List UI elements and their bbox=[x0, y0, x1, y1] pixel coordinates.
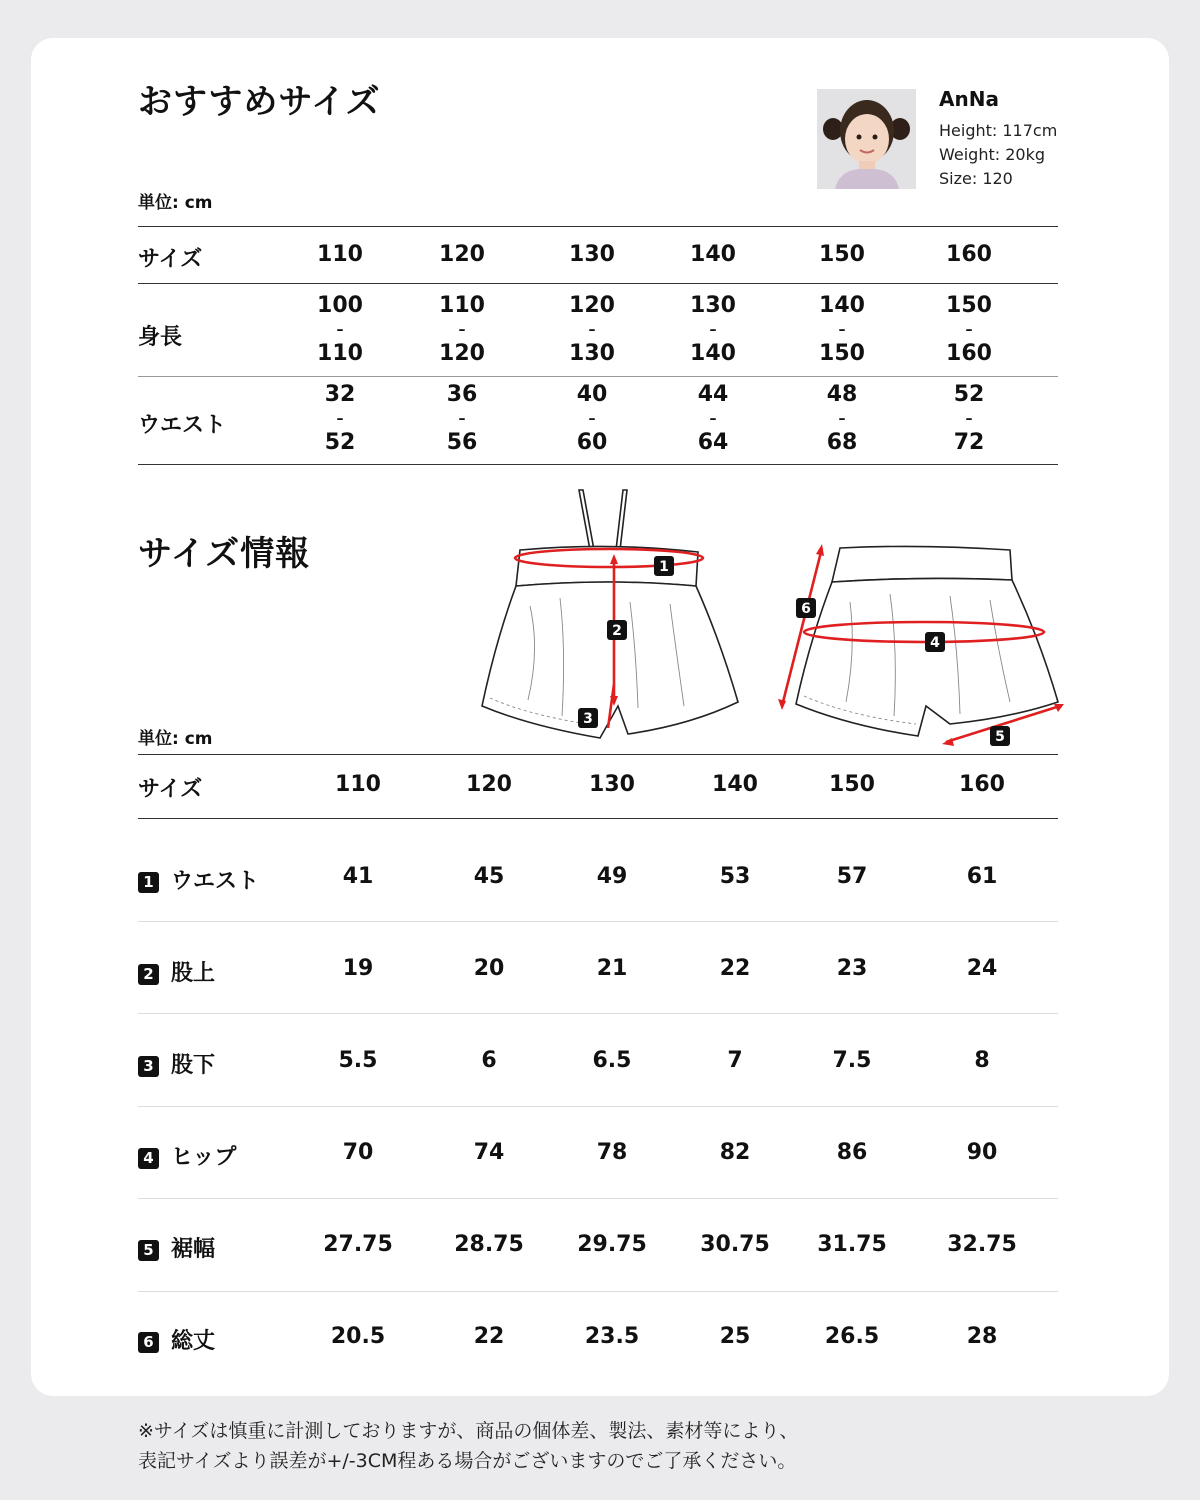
info-row-label-text: 股下 bbox=[171, 1053, 216, 1078]
marker-badge-icon: 4 bbox=[138, 1148, 159, 1169]
recommend-range-cell bbox=[787, 294, 897, 366]
info-value-cell: 41 bbox=[342, 864, 374, 889]
recommend-size-column-header: 110 bbox=[317, 242, 363, 267]
info-value-cell: 32.75 bbox=[947, 1232, 1017, 1257]
svg-text:6: 6 bbox=[801, 601, 811, 617]
info-size-column-header: 130 bbox=[589, 772, 635, 797]
info-value-cell: 6 bbox=[481, 1048, 497, 1073]
info-table-top-rule bbox=[138, 754, 1058, 755]
shorts-diagram bbox=[470, 480, 1070, 750]
range-min: 150 bbox=[946, 293, 992, 318]
marker-5-icon bbox=[990, 726, 1010, 746]
range-min: 52 bbox=[953, 382, 985, 407]
info-size-column-header: 150 bbox=[829, 772, 875, 797]
range-min: 100 bbox=[317, 293, 363, 318]
range-dash: – bbox=[709, 411, 717, 427]
marker-1-icon bbox=[654, 556, 674, 576]
back-waistband bbox=[832, 546, 1012, 582]
recommend-title: おすすめサイズ bbox=[138, 82, 381, 122]
range-max: 60 bbox=[576, 430, 608, 455]
range-max: 120 bbox=[439, 341, 485, 366]
marker-2-icon bbox=[607, 620, 627, 640]
range-dash: – bbox=[838, 411, 846, 427]
model-weight: Weight: 20kg bbox=[939, 145, 1045, 164]
model-photo bbox=[817, 89, 916, 189]
info-value-cell: 6.5 bbox=[592, 1048, 632, 1073]
recommend-header-rule bbox=[138, 283, 1058, 284]
marker-badge-icon: 6 bbox=[138, 1332, 159, 1353]
info-value-cell: 74 bbox=[473, 1140, 505, 1165]
recommend-size-column-header: 160 bbox=[946, 242, 992, 267]
info-value-cell: 90 bbox=[966, 1140, 998, 1165]
info-size-column-header: 120 bbox=[466, 772, 512, 797]
svg-text:5: 5 bbox=[995, 729, 1005, 745]
range-dash: – bbox=[458, 411, 466, 427]
recommend-range-cell bbox=[537, 383, 647, 455]
info-row-label bbox=[138, 1140, 236, 1171]
model-name: AnNa bbox=[939, 87, 999, 111]
recommend-size-column-header: 120 bbox=[439, 242, 485, 267]
info-row-label bbox=[138, 1232, 215, 1263]
recommend-size-column-header: 130 bbox=[569, 242, 615, 267]
range-min: 40 bbox=[576, 382, 608, 407]
info-value-cell: 86 bbox=[836, 1140, 868, 1165]
marker-badge-icon: 5 bbox=[138, 1240, 159, 1261]
recommend-range-cell bbox=[658, 383, 768, 455]
svg-text:2: 2 bbox=[612, 623, 622, 639]
recommend-size-header: サイズ bbox=[138, 247, 203, 272]
info-value-cell: 5.5 bbox=[338, 1048, 378, 1073]
marker-6-icon bbox=[796, 598, 816, 618]
info-unit: 単位: cm bbox=[138, 729, 213, 749]
range-max: 64 bbox=[697, 430, 729, 455]
info-value-cell: 7 bbox=[727, 1048, 743, 1073]
info-row-label-text: 裾幅 bbox=[171, 1237, 216, 1262]
info-value-cell: 20 bbox=[473, 956, 505, 981]
recommend-row-label-waist: ウエスト bbox=[138, 413, 227, 438]
info-row-divider bbox=[138, 921, 1058, 922]
info-value-cell: 29.75 bbox=[577, 1232, 647, 1257]
svg-text:1: 1 bbox=[659, 559, 669, 575]
info-size-header: サイズ bbox=[138, 777, 203, 802]
info-value-cell: 25 bbox=[719, 1324, 751, 1349]
range-max: 56 bbox=[446, 430, 478, 455]
range-min: 36 bbox=[446, 382, 478, 407]
range-min: 110 bbox=[439, 293, 485, 318]
recommend-table-bottom-rule bbox=[138, 464, 1058, 465]
range-max: 140 bbox=[690, 341, 736, 366]
info-row-divider bbox=[138, 1198, 1058, 1199]
recommend-range-cell bbox=[407, 294, 517, 366]
disclaimer-line-1: ※サイズは慎重に計測しておりますが、商品の個体差、製法、素材等により、 bbox=[138, 1420, 799, 1442]
front-strap-right bbox=[616, 490, 627, 550]
range-max: 68 bbox=[826, 430, 858, 455]
recommend-range-cell bbox=[285, 383, 395, 455]
info-value-cell: 31.75 bbox=[817, 1232, 887, 1257]
info-row-label bbox=[138, 1048, 215, 1079]
recommend-table-top-rule bbox=[138, 226, 1058, 227]
info-value-cell: 28 bbox=[966, 1324, 998, 1349]
recommend-range-cell bbox=[914, 294, 1024, 366]
range-max: 130 bbox=[569, 341, 615, 366]
range-dash: – bbox=[965, 322, 973, 338]
recommend-unit: 単位: cm bbox=[138, 193, 213, 213]
info-row-divider bbox=[138, 1291, 1058, 1292]
range-min: 32 bbox=[324, 382, 356, 407]
info-value-cell: 49 bbox=[596, 864, 628, 889]
model-size: Size: 120 bbox=[939, 169, 1013, 188]
recommend-range-cell bbox=[407, 383, 517, 455]
info-value-cell: 24 bbox=[966, 956, 998, 981]
range-dash: – bbox=[336, 322, 344, 338]
range-min: 130 bbox=[690, 293, 736, 318]
recommend-size-column-header: 140 bbox=[690, 242, 736, 267]
recommend-range-cell bbox=[787, 383, 897, 455]
info-value-cell: 22 bbox=[473, 1324, 505, 1349]
disclaimer-line-2: 表記サイズより誤差が+/-3CM程ある場合がございますのでご了承ください。 bbox=[138, 1450, 797, 1472]
info-value-cell: 19 bbox=[342, 956, 374, 981]
model-height: Height: 117cm bbox=[939, 121, 1058, 140]
info-value-cell: 23.5 bbox=[584, 1324, 640, 1349]
info-row-divider bbox=[138, 1013, 1058, 1014]
range-dash: – bbox=[965, 411, 973, 427]
svg-text:4: 4 bbox=[930, 635, 940, 651]
info-row-label bbox=[138, 1324, 215, 1355]
range-dash: – bbox=[709, 322, 717, 338]
range-max: 72 bbox=[953, 430, 985, 455]
info-size-column-header: 110 bbox=[335, 772, 381, 797]
info-value-cell: 7.5 bbox=[832, 1048, 872, 1073]
recommend-size-column-header: 150 bbox=[819, 242, 865, 267]
info-value-cell: 82 bbox=[719, 1140, 751, 1165]
range-dash: – bbox=[458, 322, 466, 338]
info-row-label-text: ウエスト bbox=[171, 869, 260, 894]
info-value-cell: 53 bbox=[719, 864, 751, 889]
svg-text:3: 3 bbox=[583, 711, 593, 727]
range-min: 44 bbox=[697, 382, 729, 407]
info-value-cell: 23 bbox=[836, 956, 868, 981]
marker-badge-icon: 1 bbox=[138, 872, 159, 893]
info-row-label-text: ヒップ bbox=[171, 1145, 237, 1170]
info-value-cell: 22 bbox=[719, 956, 751, 981]
marker-3-icon bbox=[578, 708, 598, 728]
info-row-label-text: 総丈 bbox=[171, 1329, 216, 1354]
marker-4-icon bbox=[925, 632, 945, 652]
range-min: 120 bbox=[569, 293, 615, 318]
info-value-cell: 45 bbox=[473, 864, 505, 889]
info-row-divider bbox=[138, 1106, 1058, 1107]
info-value-cell: 61 bbox=[966, 864, 998, 889]
info-row-label bbox=[138, 956, 215, 987]
info-size-column-header: 140 bbox=[712, 772, 758, 797]
range-max: 110 bbox=[317, 341, 363, 366]
recommend-row-rule bbox=[138, 376, 1058, 377]
range-max: 150 bbox=[819, 341, 865, 366]
info-value-cell: 27.75 bbox=[323, 1232, 393, 1257]
info-value-cell: 21 bbox=[596, 956, 628, 981]
range-max: 52 bbox=[324, 430, 356, 455]
info-row-label bbox=[138, 864, 259, 895]
recommend-row-label-height: 身長 bbox=[138, 325, 183, 350]
info-size-column-header: 160 bbox=[959, 772, 1005, 797]
info-header-rule bbox=[138, 818, 1058, 819]
range-dash: – bbox=[588, 411, 596, 427]
recommend-range-cell bbox=[658, 294, 768, 366]
range-dash: – bbox=[336, 411, 344, 427]
info-value-cell: 20.5 bbox=[330, 1324, 386, 1349]
model-portrait-image bbox=[817, 89, 916, 189]
info-value-cell: 30.75 bbox=[700, 1232, 770, 1257]
info-value-cell: 70 bbox=[342, 1140, 374, 1165]
range-dash: – bbox=[838, 322, 846, 338]
info-value-cell: 26.5 bbox=[824, 1324, 880, 1349]
info-title: サイズ情報 bbox=[138, 534, 311, 574]
marker-badge-icon: 3 bbox=[138, 1056, 159, 1077]
back-shorts-body bbox=[796, 578, 1058, 736]
range-max: 160 bbox=[946, 341, 992, 366]
range-min: 140 bbox=[819, 293, 865, 318]
range-dash: – bbox=[588, 322, 596, 338]
front-strap-left bbox=[579, 490, 594, 550]
recommend-range-cell bbox=[285, 294, 395, 366]
info-value-cell: 28.75 bbox=[454, 1232, 524, 1257]
marker-badge-icon: 2 bbox=[138, 964, 159, 985]
recommend-range-cell bbox=[537, 294, 647, 366]
info-row-label-text: 股上 bbox=[171, 961, 216, 986]
info-value-cell: 8 bbox=[974, 1048, 990, 1073]
range-min: 48 bbox=[826, 382, 858, 407]
info-value-cell: 78 bbox=[596, 1140, 628, 1165]
info-value-cell: 57 bbox=[836, 864, 868, 889]
recommend-range-cell bbox=[914, 383, 1024, 455]
